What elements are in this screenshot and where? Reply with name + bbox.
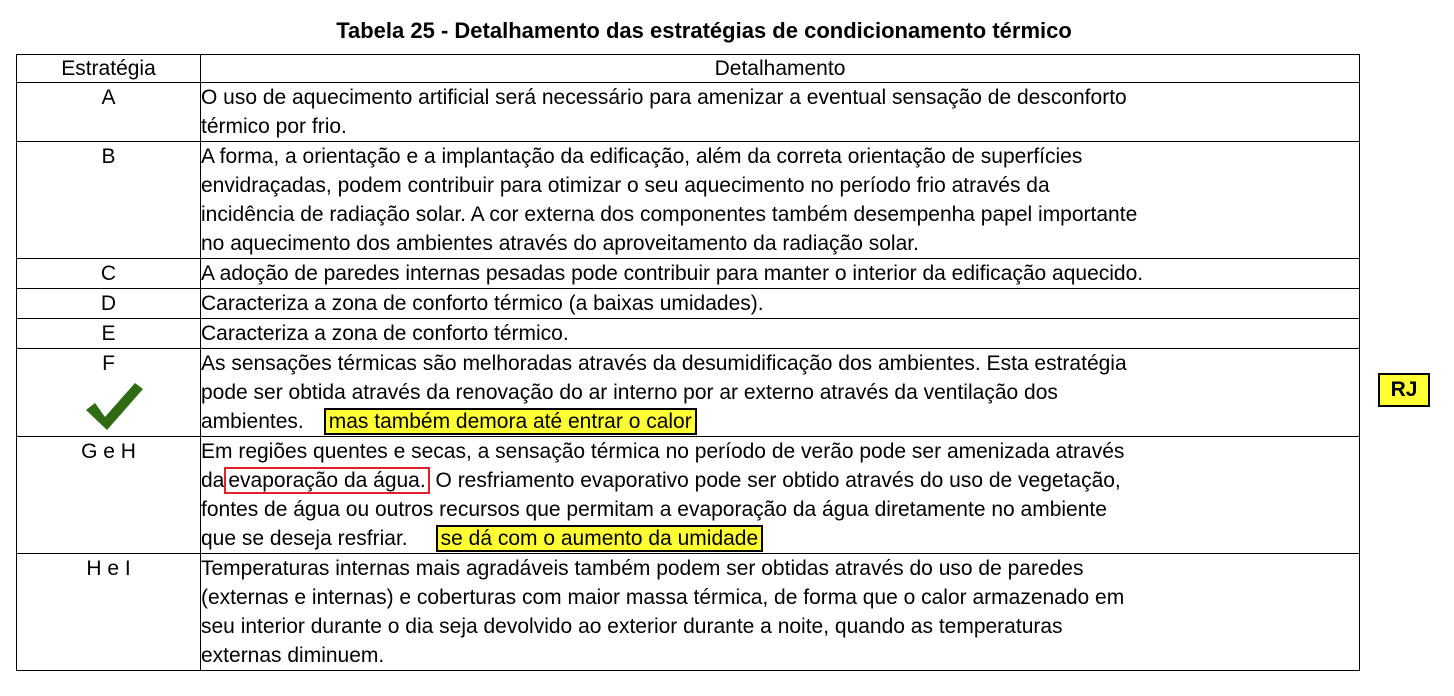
detail-line: que se deseja resfriar. [201,527,408,550]
table-title: Tabela 25 - Detalhamento das estratégias de condicionamento térmico [336,18,1072,43]
table-row [17,142,1360,259]
detail-line: fontes de água ou outros recursos que permitam a evaporação da água diretamente no ambiente [201,498,1107,521]
detail-line: incidência de radiação solar. A cor externa dos componentes também desempenha papel importante [201,203,1138,226]
detail-line: A adoção de paredes internas pesadas pode contribuir para manter o interior da edificação aquecido. [201,262,1144,285]
rj-badge: RJ [1378,373,1430,407]
strategy-code: C [17,259,201,289]
detail-line: envidraçadas, podem contribuir para otimizar o seu aquecimento no período frio através da [201,174,1050,197]
strategy-detail [201,289,1360,319]
detail-line: O resfriamento evaporativo pode ser obtido através do uso de vegetação, [429,469,1121,492]
table-row [17,554,1360,671]
detail-line: Temperaturas internas mais agradáveis também podem ser obtidas através do uso de paredes [201,557,1084,580]
detail-line: As sensações térmicas são melhoradas através da desumidificação dos ambientes. Esta estratégia [201,352,1127,375]
detail-line: seu interior durante o dia seja devolvido ao exterior durante a noite, quando as temperaturas [201,615,1063,638]
strategy-detail [201,437,1360,554]
strategy-code: H e I [17,554,201,671]
detail-line: Caracteriza a zona de conforto térmico (a baixas umidades). [201,292,764,315]
header-strategy: Estratégia [17,55,201,83]
detail-line: A forma, a orientação e a implantação da edificação, além da correta orientação de superfícies [201,145,1083,168]
table-header-row [17,55,1360,83]
strategy-code: E [17,319,201,349]
detail-line: (externas e internas) e coberturas com maior massa térmica, de forma que o calor armazenado em [201,586,1125,609]
detail-line: térmico por frio. [201,115,347,138]
checkmark-icon [83,379,145,433]
table-row [17,259,1360,289]
detail-line: ambientes. [201,410,304,433]
detail-line: O uso de aquecimento artificial será necessário para amenizar a eventual sensação de desconforto [201,86,1127,109]
strategies-table [16,54,1360,671]
red-box-highlight: evaporação da água. [224,467,429,494]
table-row [17,289,1360,319]
strategy-code: G e H [17,437,201,554]
strategy-detail [201,554,1360,671]
detail-line: Caracteriza a zona de conforto térmico. [201,322,569,345]
detail-line: pode ser obtida através da renovação do ar interno por ar externo através da ventilação dos [201,381,1058,404]
strategy-code: A [17,83,201,142]
detail-line: externas diminuem. [201,644,385,667]
strategy-code: D [17,289,201,319]
table-row [17,83,1360,142]
detail-line: da [201,469,225,492]
strategy-code: F [102,352,115,375]
strategy-detail [201,83,1360,142]
strategy-detail [201,319,1360,349]
strategy-code-cell [17,349,201,437]
table-row [17,437,1360,554]
strategy-code: B [17,142,201,259]
detail-line: Em regiões quentes e secas, a sensação térmica no período de verão pode ser amenizada através [201,440,1125,463]
strategy-detail [201,142,1360,259]
strategy-detail [201,259,1360,289]
annotation-highlight: se dá com o aumento da umidade [436,525,764,552]
table-row [17,319,1360,349]
table-row [17,349,1360,437]
detail-line: no aquecimento dos ambientes através do aproveitamento da radiação solar. [201,232,919,255]
annotation-highlight: mas também demora até entrar o calor [324,408,697,435]
strategy-detail [201,349,1360,437]
header-detail: Detalhamento [201,55,1360,83]
